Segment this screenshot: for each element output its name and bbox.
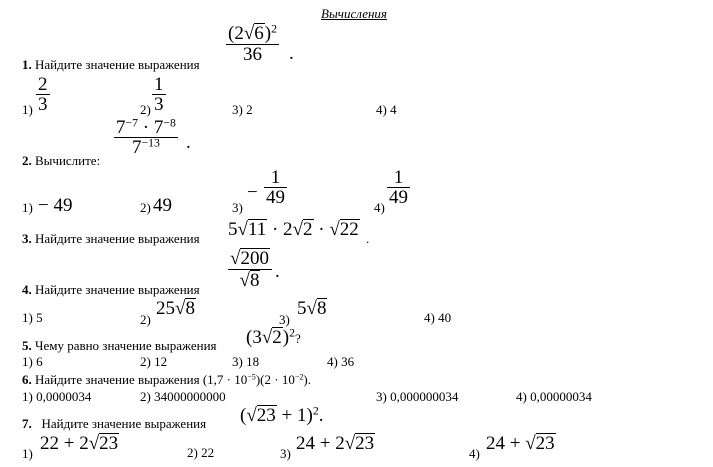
q5-option-3[interactable]: 3) 18 <box>232 354 260 369</box>
q7-option-4-label: 4) <box>469 446 480 461</box>
q2-dot: . <box>186 132 191 153</box>
q4-option-2[interactable]: 25√8 <box>156 298 195 319</box>
q3-expression: 5√11 · 2√2 · √22 <box>228 219 359 240</box>
q1-option-4[interactable]: 4) 4 <box>376 102 397 117</box>
q2-option-2[interactable]: 49 <box>153 195 172 216</box>
q2-prompt: 2. Вычислите: <box>22 153 101 168</box>
q4-expression: $\frac{√200}{√8}$ <box>228 248 272 291</box>
q2-option-2-label: 2) <box>140 200 151 215</box>
q5-option-2[interactable]: 2) 12 <box>140 354 168 369</box>
q2-option-3-sign: − <box>247 182 258 203</box>
q7-option-1[interactable]: 22 + 2√23 <box>40 433 119 454</box>
q7-option-3-label: 3) <box>280 446 291 461</box>
q4-option-3[interactable]: 5√8 <box>297 298 327 319</box>
q4-prompt: 4. Найдите значение выражения <box>22 282 200 297</box>
q2-option-4-label: 4) <box>374 200 385 215</box>
q7-expression: $(√23 + 1)^2$. <box>240 404 324 426</box>
q7-option-1-label: 1) <box>22 446 33 461</box>
q4-option-3-label: 3) <box>279 312 290 327</box>
q5-option-1[interactable]: 1) 6 <box>22 354 43 369</box>
q7-option-4[interactable]: 24 + √23 <box>486 433 555 454</box>
q5-expression: $(3√2)^2$? <box>246 326 301 348</box>
q5-prompt: 5. Чему равно значение выражения <box>22 338 217 353</box>
q7-option-3[interactable]: 24 + 2√23 <box>296 433 375 454</box>
q1-dot: . <box>289 43 294 64</box>
q4-option-1[interactable]: 1) 5 <box>22 310 43 325</box>
q1-option-1[interactable]: $\frac{2}{3}$ <box>38 74 48 115</box>
q2-option-3[interactable]: $\frac{1}{49}$ <box>266 167 285 208</box>
q2-option-1-label: 1) <box>22 200 33 215</box>
q6-expression: $(1,7 \cdot 10^{-5})(2 \cdot 10^{-2})$. <box>202 372 311 387</box>
q5-option-4[interactable]: 4) 36 <box>327 354 355 369</box>
q6-option-3[interactable]: 3) 0,000000034 <box>376 389 459 404</box>
q2-option-3-label: 3) <box>232 200 243 215</box>
q1-option-2[interactable]: $\frac{1}{3}$ <box>154 74 164 115</box>
q4-option-2-label: 2) <box>140 312 151 327</box>
q1-prompt: 1. Найдите значение выражения <box>22 57 200 72</box>
q1-option-1-label: 1) <box>22 102 33 117</box>
q7-option-2[interactable]: 2) 22 <box>187 445 215 460</box>
q7-prompt: 7. Найдите значение выражения <box>22 416 207 431</box>
q1-option-2-label: 2) <box>140 102 151 117</box>
q1-option-3[interactable]: 3) 2 <box>232 102 253 117</box>
q2-option-1[interactable]: − 49 <box>38 195 73 216</box>
q6-prompt: 6. Найдите значение выражения $(1,7 \cdot 10^{-5})(2 \cdot 10^{-2})$. <box>22 372 311 387</box>
q6-option-1[interactable]: 1) 0,0000034 <box>22 389 92 404</box>
page-title: Вычисления <box>321 6 387 21</box>
q3-prompt: 3. Найдите значение выражения <box>22 231 200 246</box>
q4-dot: . <box>275 261 280 282</box>
q1-expression: $\frac{(2√6)^2}{36}$ <box>228 22 277 65</box>
q2-option-4[interactable]: $\frac{1}{49}$ <box>389 167 408 208</box>
q6-option-4[interactable]: 4) 0,00000034 <box>516 389 592 404</box>
q2-expression: $\frac{7^{-7} \cdot 7^{-8}}{7^{-13}}$ <box>116 116 176 158</box>
q3-dot: . <box>366 231 370 246</box>
q4-option-4[interactable]: 4) 40 <box>424 310 452 325</box>
q6-option-2[interactable]: 2) 34000000000 <box>140 389 226 404</box>
